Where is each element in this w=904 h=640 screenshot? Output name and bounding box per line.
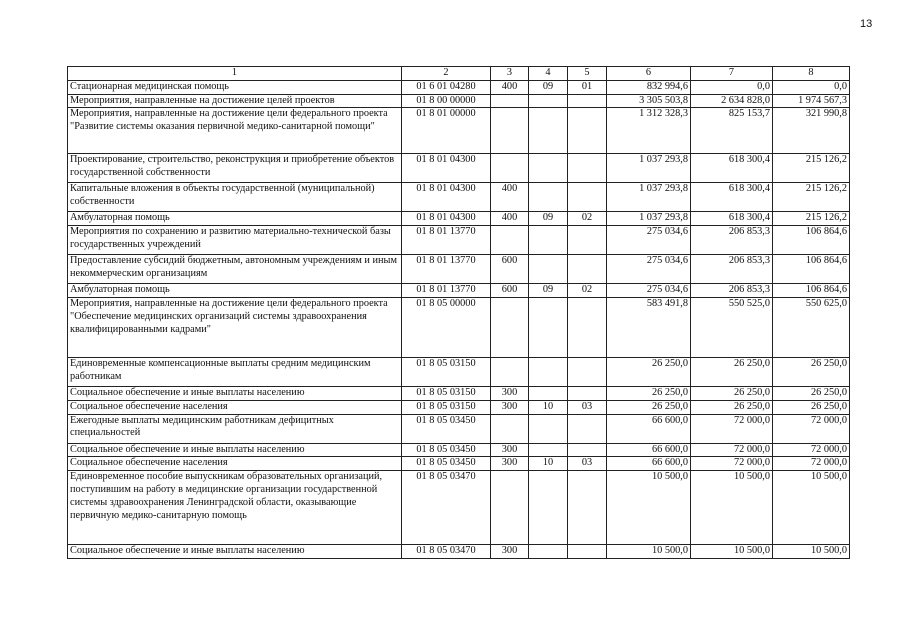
value-cell-8: 106 864,6 (773, 226, 850, 255)
value-cell-8: 26 250,0 (773, 386, 850, 400)
section-cell (529, 154, 568, 183)
section-cell: 09 (529, 212, 568, 226)
value-cell-8: 26 250,0 (773, 357, 850, 386)
value-cell-7: 10 500,0 (691, 545, 773, 559)
code-cell: 01 8 05 03470 (402, 545, 491, 559)
value-cell-8: 106 864,6 (773, 255, 850, 284)
table-row (68, 80, 850, 94)
value-cell-8: 0,0 (773, 80, 850, 94)
type-cell (491, 297, 529, 357)
table-row (68, 545, 850, 559)
value-cell-8: 72 000,0 (773, 443, 850, 457)
table-row (68, 386, 850, 400)
table-row (68, 108, 850, 154)
value-cell-6: 832 994,6 (607, 80, 691, 94)
value-cell-7: 72 000,0 (691, 414, 773, 443)
subsection-cell: 03 (568, 400, 607, 414)
header-cell: 4 (529, 67, 568, 81)
value-cell-7: 2 634 828,0 (691, 94, 773, 108)
row-name-cell: Единовременные компенсационные выплаты средним медицинским работникам (68, 357, 402, 386)
value-cell-6: 66 600,0 (607, 443, 691, 457)
code-cell: 01 8 01 13770 (402, 255, 491, 284)
row-name-cell: Социальное обеспечение населения (68, 457, 402, 471)
type-cell (491, 94, 529, 108)
value-cell-7: 26 250,0 (691, 400, 773, 414)
table-row (68, 443, 850, 457)
table-row (68, 284, 850, 298)
type-cell (491, 108, 529, 154)
type-cell (491, 414, 529, 443)
value-cell-8: 10 500,0 (773, 545, 850, 559)
value-cell-8: 106 864,6 (773, 284, 850, 298)
value-cell-6: 1 037 293,8 (607, 154, 691, 183)
subsection-cell (568, 183, 607, 212)
type-cell: 600 (491, 284, 529, 298)
subsection-cell (568, 386, 607, 400)
value-cell-7: 72 000,0 (691, 457, 773, 471)
value-cell-6: 26 250,0 (607, 357, 691, 386)
value-cell-7: 206 853,3 (691, 284, 773, 298)
row-name-cell: Социальное обеспечение и иные выплаты населению (68, 386, 402, 400)
value-cell-7: 26 250,0 (691, 386, 773, 400)
subsection-cell (568, 255, 607, 284)
subsection-cell (568, 154, 607, 183)
table-row (68, 94, 850, 108)
type-cell: 600 (491, 255, 529, 284)
value-cell-6: 275 034,6 (607, 284, 691, 298)
value-cell-7: 825 153,7 (691, 108, 773, 154)
section-cell (529, 545, 568, 559)
subsection-cell: 03 (568, 457, 607, 471)
type-cell: 300 (491, 386, 529, 400)
code-cell: 01 8 05 03450 (402, 443, 491, 457)
subsection-cell (568, 545, 607, 559)
value-cell-8: 26 250,0 (773, 400, 850, 414)
section-cell (529, 386, 568, 400)
row-name-cell: Проектирование, строительство, реконструкция и приобретение объектов государственной собственности (68, 154, 402, 183)
value-cell-8: 72 000,0 (773, 414, 850, 443)
value-cell-7: 206 853,3 (691, 226, 773, 255)
page-number: 13 (860, 18, 873, 30)
row-name-cell: Амбулаторная помощь (68, 212, 402, 226)
section-cell (529, 297, 568, 357)
table-row (68, 297, 850, 357)
row-name-cell: Социальное обеспечение и иные выплаты населению (68, 443, 402, 457)
subsection-cell (568, 357, 607, 386)
value-cell-8: 215 126,2 (773, 183, 850, 212)
value-cell-8: 321 990,8 (773, 108, 850, 154)
row-name-cell: Предоставление субсидий бюджетным, автономным учреждениям и иным некоммерческим организациям (68, 255, 402, 284)
type-cell (491, 471, 529, 545)
row-name-cell: Ежегодные выплаты медицинским работникам дефицитных специальностей (68, 414, 402, 443)
code-cell: 01 8 01 13770 (402, 226, 491, 255)
value-cell-6: 275 034,6 (607, 255, 691, 284)
table-body (68, 80, 850, 558)
code-cell: 01 8 05 03150 (402, 400, 491, 414)
value-cell-8: 10 500,0 (773, 471, 850, 545)
code-cell: 01 8 05 03470 (402, 471, 491, 545)
section-cell (529, 108, 568, 154)
type-cell (491, 154, 529, 183)
header-cell: 2 (402, 67, 491, 81)
table-row (68, 457, 850, 471)
table-row (68, 471, 850, 545)
section-cell (529, 94, 568, 108)
table-row (68, 212, 850, 226)
value-cell-8: 215 126,2 (773, 154, 850, 183)
value-cell-8: 1 974 567,3 (773, 94, 850, 108)
row-name-cell: Мероприятия по сохранению и развитию материально-технической базы государственных учреждений (68, 226, 402, 255)
type-cell: 300 (491, 443, 529, 457)
type-cell: 400 (491, 183, 529, 212)
table-row (68, 255, 850, 284)
subsection-cell (568, 443, 607, 457)
subsection-cell (568, 108, 607, 154)
code-cell: 01 8 01 04300 (402, 212, 491, 226)
value-cell-8: 215 126,2 (773, 212, 850, 226)
type-cell: 300 (491, 400, 529, 414)
value-cell-7: 550 525,0 (691, 297, 773, 357)
table-row (68, 226, 850, 255)
section-cell: 09 (529, 80, 568, 94)
value-cell-7: 618 300,4 (691, 183, 773, 212)
subsection-cell: 02 (568, 284, 607, 298)
row-name-cell: Мероприятия, направленные на достижение цели федерального проекта "Развитие системы оказания первичной медико-санитарной помощи" (68, 108, 402, 154)
value-cell-6: 10 500,0 (607, 545, 691, 559)
value-cell-6: 1 037 293,8 (607, 183, 691, 212)
value-cell-7: 618 300,4 (691, 212, 773, 226)
table-row (68, 183, 850, 212)
subsection-cell (568, 297, 607, 357)
header-cell: 1 (68, 67, 402, 81)
value-cell-6: 275 034,6 (607, 226, 691, 255)
value-cell-7: 26 250,0 (691, 357, 773, 386)
type-cell: 300 (491, 457, 529, 471)
row-name-cell: Стационарная медицинская помощь (68, 80, 402, 94)
table-row (68, 400, 850, 414)
section-cell (529, 255, 568, 284)
header-cell: 6 (607, 67, 691, 81)
code-cell: 01 8 01 04300 (402, 183, 491, 212)
type-cell: 300 (491, 545, 529, 559)
table-row (68, 414, 850, 443)
subsection-cell (568, 94, 607, 108)
value-cell-8: 550 625,0 (773, 297, 850, 357)
row-name-cell: Социальное обеспечение и иные выплаты населению (68, 545, 402, 559)
code-cell: 01 8 05 03450 (402, 457, 491, 471)
header-cell: 8 (773, 67, 850, 81)
section-cell (529, 471, 568, 545)
subsection-cell: 01 (568, 80, 607, 94)
value-cell-7: 206 853,3 (691, 255, 773, 284)
value-cell-8: 72 000,0 (773, 457, 850, 471)
section-cell (529, 443, 568, 457)
header-cell: 5 (568, 67, 607, 81)
code-cell: 01 8 01 04300 (402, 154, 491, 183)
value-cell-7: 0,0 (691, 80, 773, 94)
type-cell: 400 (491, 212, 529, 226)
code-cell: 01 8 00 00000 (402, 94, 491, 108)
value-cell-6: 26 250,0 (607, 386, 691, 400)
subsection-cell: 02 (568, 212, 607, 226)
budget-table (67, 66, 850, 559)
section-cell (529, 226, 568, 255)
code-cell: 01 8 05 03150 (402, 357, 491, 386)
section-cell: 10 (529, 400, 568, 414)
subsection-cell (568, 226, 607, 255)
type-cell (491, 226, 529, 255)
header-cell: 7 (691, 67, 773, 81)
value-cell-6: 26 250,0 (607, 400, 691, 414)
row-name-cell: Единовременное пособие выпускникам образовательных организаций, поступившим на работу в медицинские организации государственной системы здравоохранения Ленинградской области, оказывающие первичную медико-санитарную помощь (68, 471, 402, 545)
value-cell-6: 10 500,0 (607, 471, 691, 545)
section-cell (529, 183, 568, 212)
header-cell: 3 (491, 67, 529, 81)
row-name-cell: Амбулаторная помощь (68, 284, 402, 298)
section-cell: 10 (529, 457, 568, 471)
value-cell-7: 618 300,4 (691, 154, 773, 183)
subsection-cell (568, 471, 607, 545)
table-row (68, 154, 850, 183)
row-name-cell: Мероприятия, направленные на достижение целей проектов (68, 94, 402, 108)
row-name-cell: Мероприятия, направленные на достижение цели федерального проекта "Обеспечение медицинских организаций системы здравоохранения квалифицированными кадрами" (68, 297, 402, 357)
value-cell-7: 72 000,0 (691, 443, 773, 457)
type-cell: 400 (491, 80, 529, 94)
value-cell-7: 10 500,0 (691, 471, 773, 545)
code-cell: 01 8 05 00000 (402, 297, 491, 357)
row-name-cell: Социальное обеспечение населения (68, 400, 402, 414)
section-cell: 09 (529, 284, 568, 298)
section-cell (529, 414, 568, 443)
value-cell-6: 66 600,0 (607, 457, 691, 471)
code-cell: 01 8 05 03150 (402, 386, 491, 400)
code-cell: 01 8 01 00000 (402, 108, 491, 154)
value-cell-6: 1 312 328,3 (607, 108, 691, 154)
row-name-cell: Капитальные вложения в объекты государственной (муниципальной) собственности (68, 183, 402, 212)
code-cell: 01 8 05 03450 (402, 414, 491, 443)
code-cell: 01 8 01 13770 (402, 284, 491, 298)
header-row (68, 67, 850, 81)
value-cell-6: 583 491,8 (607, 297, 691, 357)
section-cell (529, 357, 568, 386)
value-cell-6: 3 305 503,8 (607, 94, 691, 108)
value-cell-6: 1 037 293,8 (607, 212, 691, 226)
type-cell (491, 357, 529, 386)
subsection-cell (568, 414, 607, 443)
code-cell: 01 6 01 04280 (402, 80, 491, 94)
table-row (68, 357, 850, 386)
value-cell-6: 66 600,0 (607, 414, 691, 443)
